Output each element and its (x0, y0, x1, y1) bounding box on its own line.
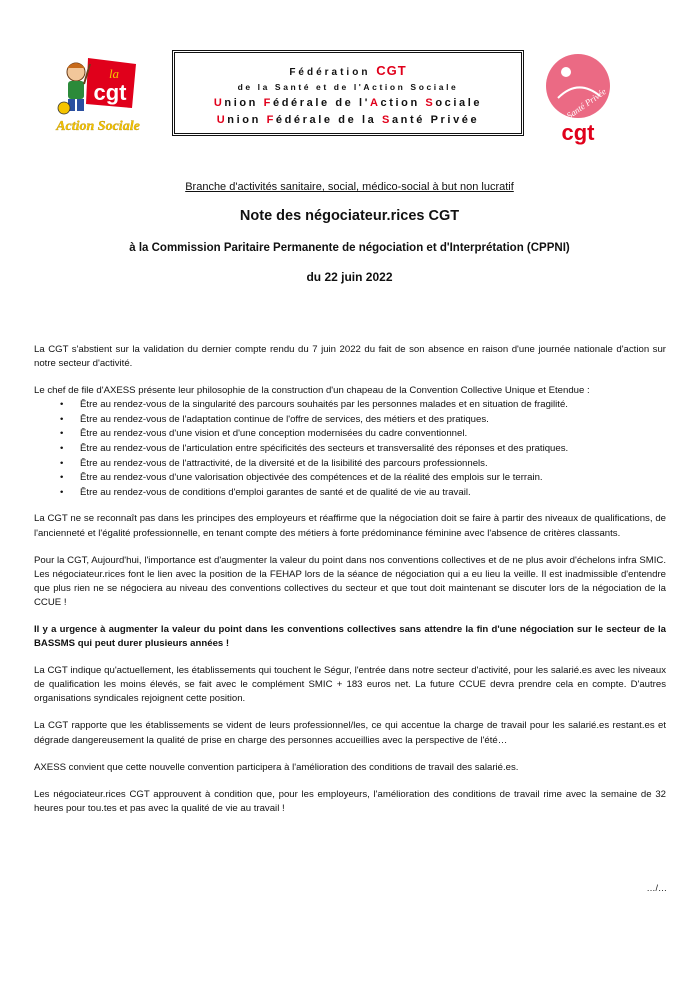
bullet-list (34, 398, 666, 500)
document-title: Note des négociateur.rices CGT (239, 208, 460, 224)
list-item: • Être au rendez-vous d'une valorisation objectivée des compétences et de la réalité des emplois sur le terrain. (64, 471, 666, 486)
logo-right-cgt: cgt (561, 120, 595, 145)
paragraph-6: La CGT indique qu'actuellement, les établissements qui touchent le Ségur, l'entrée dans notre secteur d'activité, pour les salarié.es avec les niveaux de qualification les moins élevés, se fait avec le complément SMIC + 183 euros net. La future CCUE devra prendre cela en compte. D'autres organisations syndicales rejoignent cette position. (34, 665, 666, 705)
list-item: • Être au rendez-vous d'une vision et d'une conception modernisées du cadre conventionnel. (64, 427, 666, 442)
page-continuation-marker: …/… (646, 883, 667, 893)
list-item: • Être au rendez-vous de la singularité des parcours souhaités par les personnes malades et en situation de fragilité. (64, 398, 666, 413)
cgt-sante-privee-logo (528, 48, 628, 148)
logo-left-la: la (108, 66, 120, 81)
paragraph-5-emphasis: Il y a urgence à augmenter la valeur du point dans les conventions collectives sans attendre la fin d'une négociation sur le secteur de la BASSMS qui peut durer plusieurs années ! (34, 624, 666, 650)
header-federation-line: Fédération CGT (289, 63, 407, 78)
paragraph-7: La CGT rapporte que les établissements se vident de leurs professionnel/les, ce qui accentue la charge de travail pour les salarié.es restant.es et dégrade dangereusement la qualité de prise en charge des personnes accueillies avec la perspective de l'été… (34, 720, 666, 746)
document-body (34, 343, 666, 829)
list-item: • Être au rendez-vous de l'adaptation continue de l'offre de services, des métiers et des pratiques. (64, 413, 666, 428)
paragraph-8: AXESS convient que cette nouvelle convention participera à l'amélioration des conditions de travail des salarié.es. (34, 761, 519, 773)
paragraph-3: La CGT ne se reconnaît pas dans les principes des employeurs et réaffirme que la négociation doit se faire à partir des niveaux de qualifications, de l'ancienneté et l'égalité professionnelle, en tenant compte des métiers à forte prédominance féminine avec l'absence de critères classants. (34, 513, 666, 539)
header-cgt: CGT (376, 63, 407, 78)
list-item: • Être au rendez-vous de conditions d'emploi garantes de santé et de qualité de vie au travail. (64, 486, 666, 501)
logo-right-subtitle: Santé Privée (564, 86, 608, 121)
paragraph-2: Le chef de file d'AXESS présente leur philosophie de la construction d'un chapeau de la Convention Collective Unique et Etendue : (34, 385, 590, 397)
logo-left-subtitle: Action Sociale (56, 119, 140, 134)
document-date: du 22 juin 2022 (306, 270, 393, 284)
cgt-action-sociale-logo (48, 50, 148, 142)
header-sante-action-sociale: de la Santé et de l'Action Sociale (237, 82, 459, 92)
list-item: • Être au rendez-vous de l'attractivité, de la diversité et de la lisibilité des parcours professionnels. (64, 457, 666, 472)
branche-heading: Branche d'activités sanitaire, social, médico-social à but non lucratif (185, 181, 514, 193)
federation-header-box (172, 50, 524, 136)
paragraph-4: Pour la CGT, Aujourd'hui, l'importance est d'augmenter la valeur du point dans nos conventions collectives et de ne plus avoir d'échelons infra SMIC. Les négociateur.rices font le lien avec la position de la FEHAP lors de la séance de négociation qui a eu lieu la veille. Il est inadmissible d'entendre que plus rien ne se négociera au niveau des conventions collectives du secteur et que tout doit maintenant se discuter lors de la négociation de la CCUE ! (34, 554, 666, 608)
header-ufas: Union Fédérale de l'Action Sociale (213, 97, 483, 109)
header-ufsp: Union Fédérale de la Santé Privée (216, 114, 480, 126)
paragraph-9: Les négociateur.rices CGT approuvent à condition que, pour les employeurs, l'amélioration des conditions de travail rime avec la semaine de 32 heures pour tou.tes et pas avec la qualité de vie au travail ! (34, 788, 666, 814)
paragraph-1: La CGT s'abstient sur la validation du dernier compte rendu du 7 juin 2022 du fait de son absence en raison d'une journée nationale d'action sur notre secteur d'activité. (34, 344, 666, 370)
logo-left-cgt: cgt (93, 80, 127, 105)
document-subtitle: à la Commission Paritaire Permanente de négociation et d'Interprétation (CPPNI) (129, 242, 570, 254)
list-item: • Être au rendez-vous de l'articulation entre spécificités des secteurs et transversalité des réponses et des pratiques. (64, 442, 666, 457)
